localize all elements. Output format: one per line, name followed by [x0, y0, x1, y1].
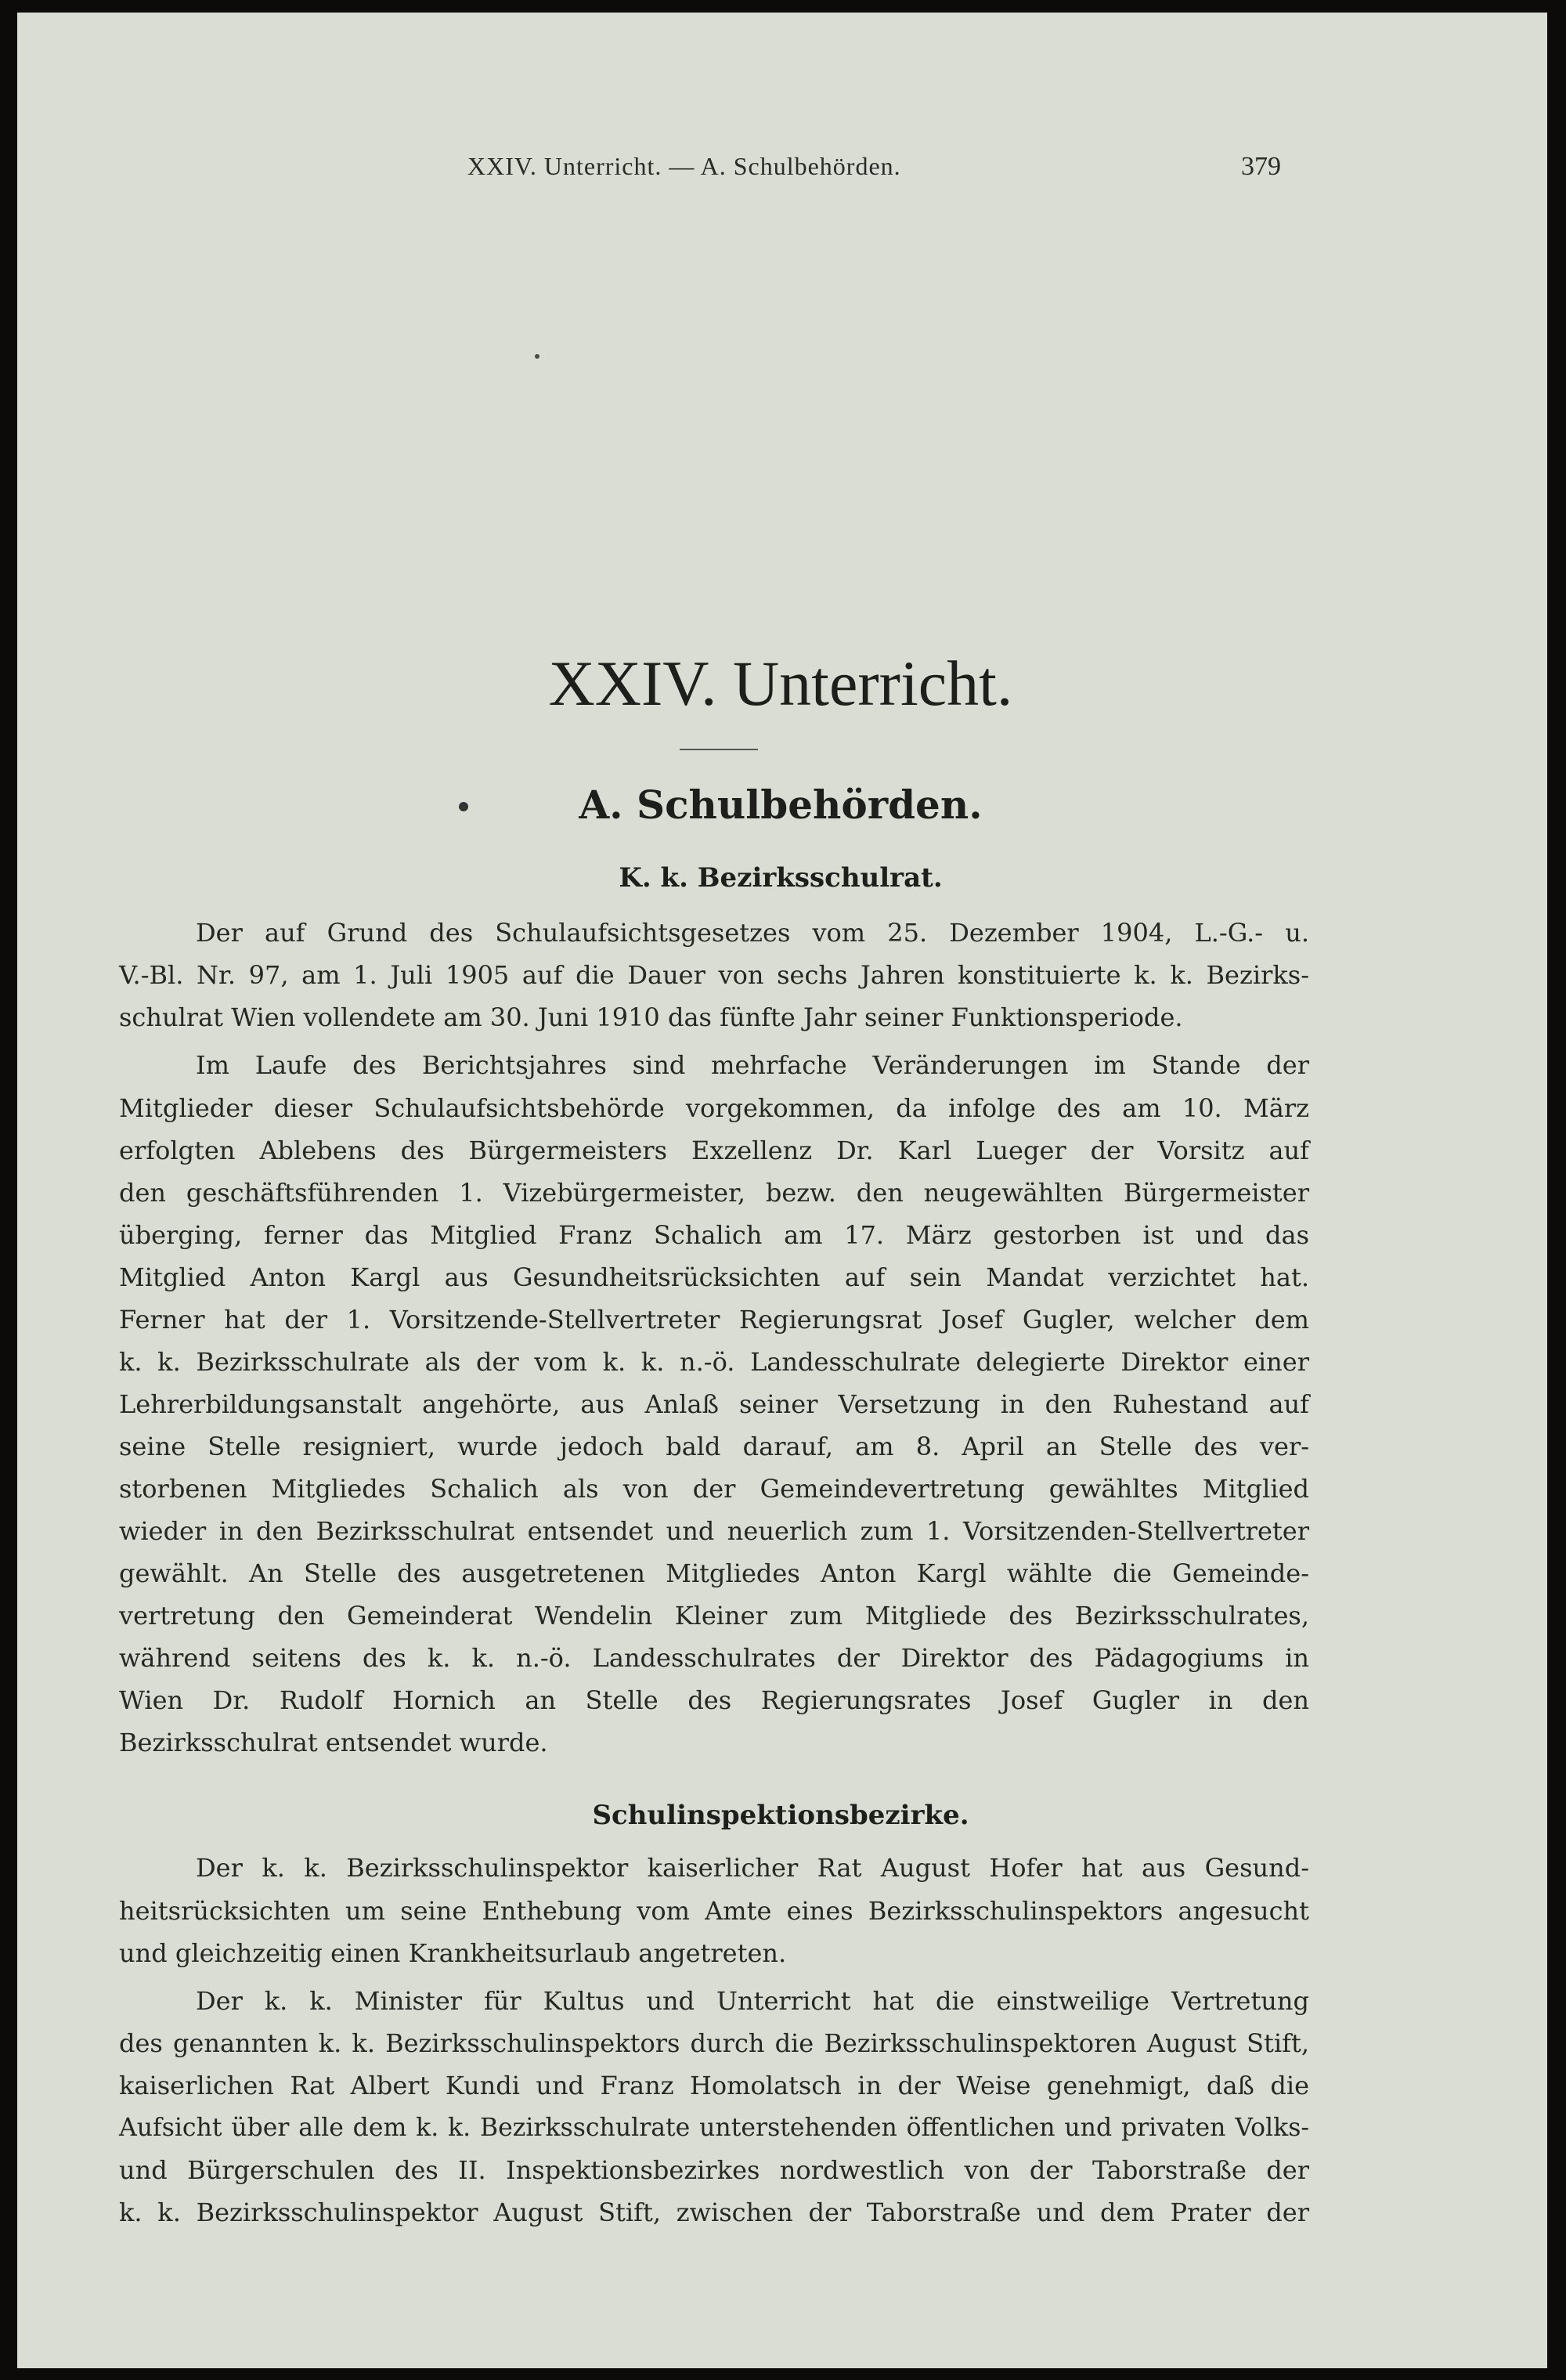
- text-line: des genannten k. k. Bezirksschulinspektors durch die Bezirksschulinspektoren August Stift,: [119, 2028, 1309, 2058]
- text-line: Bezirksschulrat entsendet wurde.: [119, 1728, 548, 1757]
- ink-speck: [535, 354, 539, 359]
- text-line: erfolgten Ablebens des Bürgermeisters Exzellenz Dr. Karl Lueger der Vorsitz auf: [119, 1136, 1309, 1165]
- text-line: während seitens des k. k. n.-ö. Landesschulrates der Direktor des Pädagogiums in: [119, 1643, 1309, 1673]
- text-line: Mitglieder dieser Schulaufsichtsbehörde vorgekommen, da infolge des am 10. März: [119, 1093, 1309, 1123]
- text-line: wieder in den Bezirksschulrat entsendet und neuerlich zum 1. Vorsitzenden-Stellvertreter: [119, 1516, 1309, 1546]
- text-line: Wien Dr. Rudolf Hornich an Stelle des Regierungsrates Josef Gugler in den: [119, 1685, 1309, 1715]
- text-line: seine Stelle resigniert, wurde jedoch bald darauf, am 8. April an Stelle des ver-: [119, 1432, 1309, 1461]
- text-line: kaiserlichen Rat Albert Kundi und Franz Homolatsch in der Weise genehmigt, daß die: [119, 2071, 1309, 2100]
- text-line: k. k. Bezirksschulinspektor August Stift, zwischen der Taborstraße und dem Prater der: [119, 2198, 1309, 2227]
- chapter-title: XXIV. Unterricht.: [548, 648, 1013, 719]
- text-line: Der k. k. Minister für Kultus und Unterricht hat die einstweilige Vertretung: [196, 1986, 1309, 2016]
- book-page: [17, 13, 1547, 2368]
- text-line: heitsrücksichten um seine Enthebung vom Amte eines Bezirksschulinspektors angesucht: [119, 1896, 1309, 1926]
- text-line: gewählt. An Stelle des ausgetretenen Mitgliedes Anton Kargl wählte die Gemeinde-: [119, 1558, 1309, 1588]
- text-line: vertretung den Gemeinderat Wendelin Kleiner zum Mitgliede des Bezirksschulrates,: [119, 1601, 1309, 1631]
- text-line: Der auf Grund des Schulaufsichtsgesetzes vom 25. Dezember 1904, L.-G.- u.: [196, 918, 1309, 948]
- text-line: Aufsicht über alle dem k. k. Bezirksschulrate unterstehenden öffentlichen und privaten Volks-: [119, 2114, 1309, 2142]
- chapter-divider: [680, 749, 758, 750]
- text-line: Ferner hat der 1. Vorsitzende-Stellvertreter Regierungsrat Josef Gugler, welcher dem: [119, 1305, 1309, 1334]
- page-number: 379: [1241, 152, 1281, 181]
- text-line: und gleichzeitig einen Krankheitsurlaub angetreten.: [119, 1938, 787, 1968]
- text-line: k. k. Bezirksschulrate als der vom k. k. n.-ö. Landesschulrate delegierte Direktor einer: [119, 1347, 1309, 1377]
- text-line: Im Laufe des Berichtsjahres sind mehrfache Veränderungen im Stande der: [196, 1050, 1309, 1080]
- text-line: Mitglied Anton Kargl aus Gesundheitsrücksichten auf sein Mandat verzichtet hat.: [119, 1262, 1309, 1292]
- text-line: V.-Bl. Nr. 97, am 1. Juli 1905 auf die Dauer von sechs Jahren konstituierte k. k. Bezirks-: [119, 960, 1309, 990]
- text-line: überging, ferner das Mitglied Franz Schalich am 17. März gestorben ist und das: [119, 1220, 1309, 1250]
- text-line: Lehrerbildungsanstalt angehörte, aus Anlaß seiner Versetzung in den Ruhestand auf: [119, 1389, 1309, 1419]
- text-line: und Bürgerschulen des II. Inspektionsbezirkes nordwestlich von der Taborstraße der: [119, 2155, 1309, 2185]
- text-line: schulrat Wien vollendete am 30. Juni 1910 das fünfte Jahr seiner Funktionsperiode.: [119, 1002, 1183, 1032]
- subsection-heading-schulinspektionsbezirke: Schulinspektionsbezirke.: [592, 1800, 969, 1831]
- section-title: A. Schulbehörden.: [579, 782, 983, 828]
- running-header: XXIV. Unterricht. — A. Schulbehörden.: [467, 152, 901, 180]
- subsection-heading-bezirksschulrat: K. k. Bezirksschulrat.: [619, 862, 943, 894]
- text-line: Der k. k. Bezirksschulinspektor kaiserlicher Rat August Hofer hat aus Gesund-: [196, 1853, 1309, 1883]
- text-line: den geschäftsführenden 1. Vizebürgermeister, bezw. den neugewählten Bürgermeister: [119, 1178, 1309, 1208]
- text-line: storbenen Mitgliedes Schalich als von der Gemeindevertretung gewähltes Mitglied: [119, 1474, 1309, 1504]
